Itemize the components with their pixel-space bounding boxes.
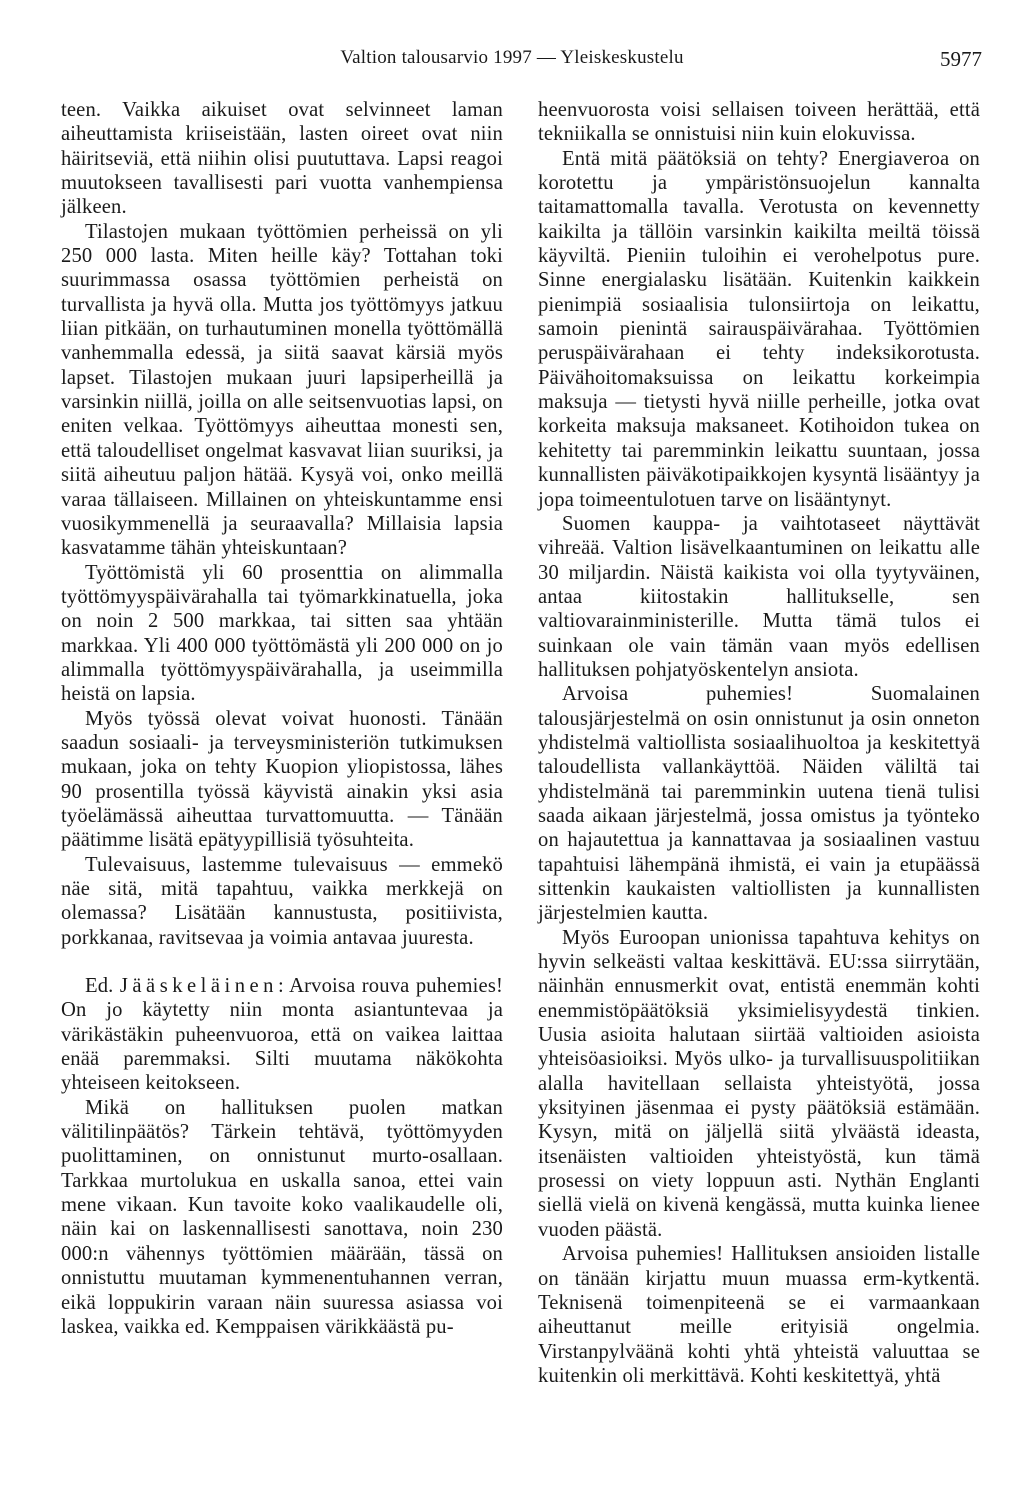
speaker-text: : Arvoisa rouva puhemies! On jo käytetty niin monta asiantuntevaa ja värikästäkin puheenvuoroa, että on vaikea laittaa enää paremmaksi. Silti muutama näkökohta yhteiseen keitokseen. — [61, 975, 503, 1095]
running-title: Valtion talousarvio 1997 — Yleiskeskustelu — [340, 47, 684, 68]
right-column — [538, 98, 980, 1388]
paragraph: Tilastojen mukaan työttömien perheissä on yli 250 000 lasta. Miten heille käy? Tottahan toki suurimmassa osassa työttömien perheistä on turvallista ja hyvä olla. Mutta jos työttömyys jatkuu liian pitkään, on turhautuminen monella työttömällä vanhemmalla edessä, ja siitä saavat kärsiä myös lapset. Tilastojen mukaan juuri lapsiperheillä ja varsinkin niillä, joilla on alle seitsenvuotias lapsi, on eniten velkaa. Työttömyys aiheuttaa monesti sen, että taloudelliset ongelmat kasvavat liian suuriksi, ja siitä aiheutuu paljon hätää. Kysyä voi, onko meillä varaa tällaiseen. Millainen on yhteiskuntamme ensi vuosikymmenellä ja seuraavalla? Millaisia lapsia kasvatamme tähän yhteiskuntaan? — [61, 220, 503, 560]
paragraph: Entä mitä päätöksiä on tehty? Energiaveroa on korotettu ja ympäristönsuojelun kannalta taitamattomalla tavalla. Verotusta on kevennetty kaikilta ja tällöin varsinkin kaikilta meiltä töissä käyviltä. Pieniin tuloihin ei verohelpotus pure. Sinne energialasku lisätään. Kuitenkin kaikkein pienimpiä sosiaalisia tulonsiirtoja on leikattu, samoin pienintä sairauspäivärahaa. Työttömien peruspäivärahaan ei tehty indeksikorotusta. Päivähoitomaksuissa on leikattu korkeimpia maksuja — tietysti hyvä niille perheille, jotka ovat korkeita maksuja maksaneet. Kotihoidon tukea on kehitetty tai paremminkin leikattu suuntaan, jossa kunnallisten päiväkotipaikkojen kysyntä lisääntyy ja jopa toimeentulotuen tarve on lisääntynyt. — [538, 147, 980, 511]
paragraph: Suomen kauppa- ja vaihtotaseet näyttävät vihreää. Valtion lisävelkaantuminen on leikattu alle 30 miljardin. Näistä kaikista voi olla tyytyväinen, antaa kiitostakin hallitukselle, sen valtiovarainministerille. Mutta tämä tulos ei suinkaan ole vain tämän vaan myös edellisen hallituksen pohjatyöskentelyn ansiota. — [538, 512, 980, 681]
paragraph: Tulevaisuus, lastemme tulevaisuus — emmekö näe sitä, mitä tapahtuu, vaikka merkkejä on olemassa? Lisätään kannustusta, positiivista, porkkanaa, ravitsevaa ja voimia antavaa juuresta. — [61, 853, 503, 949]
speaker-prefix: Ed. — [85, 975, 114, 998]
paragraph: Mikä on hallituksen puolen matkan välitilinpäätös? Tärkein tehtävä, työttömyyden puolittaminen, on onnistunut murto-osallaan. Tarkkaa murtolukua en uskalla sanoa, ettei vain mene vikaan. Kun tavoite koko vaalikaudelle oli, näin kai on laskennallisesti sanottava, noin 230 000:n vähennys työttömien määrään, tässä on onnistuttu muutaman kymmenentuhannen verran, eikä loppukirin varaan näin suuressa asiassa voi laskea, vaikka ed. Kemppaisen värikkäästä pu- — [61, 1096, 503, 1338]
speaker-paragraph — [61, 974, 503, 1096]
paragraph: Myös työssä olevat voivat huonosti. Tänään saadun sosiaali- ja terveysministeriön tutkimuksen mukaan, joka on tehty Kuopion yliopistossa, lähes 90 prosentilla työssä käyvistä ainakin yksi asia työelämässä aiheuttaa turvattomuutta. — Tänään päätimme lisätä epätyypillisiä työsuhteita. — [61, 707, 503, 852]
paragraph: teen. Vaikka aikuiset ovat selvinneet laman aiheuttamista kriiseistään, lasten oireet ovat niin häiritseviä, että niihin olisi puututtava. Lapsi reagoi muutokseen tavallisesti pari vuotta vanhempiensa jälkeen. — [61, 99, 503, 219]
paragraph: Myös Euroopan unionissa tapahtuva kehitys on hyvin selkeästi valtaa keskittävä. EU:ssa siirrytään, näinhän ennusmerkit ovat, entistä enemmän kohti enemmistöpäätöksiä yksimielisyydestä tinkien. Uusia asioita halutaan siirtää valtioiden asioista yhteisöasioiksi. Myös ulko- ja turvallisuuspolitiikan alalla havitellaan sellaista yhteistyötä, jossa yksityinen jäsenmaa ei pysty päätöksiä estämään. Kysyn, mitä on jäljellä siitä ylväästä ideasta, itsenäisten valtioiden yhteistyöstä, kun tämä prosessi on viety loppuun asti. Nythän Englanti siellä vielä on kivenä kengässä, mutta kuinka lienee vuoden päästä. — [538, 926, 980, 1241]
paragraph: Työttömistä yli 60 prosenttia on alimmalla työttömyyspäivärahalla tai työmarkkinatuella, joka on noin 2 500 markkaa, tai sitten saa yhtään markkaa. Yli 400 000 työttömästä yli 200 000 on jo alimmalla työttömyyspäivärahalla, ja useimmilla heistä on lapsia. — [61, 561, 503, 706]
page-number: 5977 — [940, 47, 982, 71]
left-column — [61, 98, 503, 1339]
paragraph-gap — [61, 950, 503, 974]
speaker-name: Jääskeläinen — [119, 975, 278, 998]
paragraph: heenvuorosta voisi sellaisen toiveen herättää, että tekniikalla se onnistuisi niin kuin elokuvissa. — [538, 99, 980, 146]
paragraph: Arvoisa puhemies! Hallituksen ansioiden listalle on tänään kirjattu muun muassa erm-kytkentä. Teknisenä toimenpiteenä se ei varmaankaan aiheuttanut meille erityisiä ongelmia. Virstanpylväänä kohti yhtä yhteistä valuuttaa se kuitenkin oli merkittävä. Kohti keskitettyä, yhtä — [538, 1243, 980, 1387]
page-header — [0, 44, 1024, 74]
paragraph: Arvoisa puhemies! Suomalainen talousjärjestelmä on osin onnistunut ja osin onneton yhdistelmä valtiollista sosiaalihuoltoa ja keskitettyä taloudellista vallankäyttöä. Näiden väliltä tai yhdistelmänä tai paremminkin uutena tienä tulisi saada aikaan järjestelmä, jossa omistus ja työnteko on hajautettua ja kannattavaa ja sosiaalinen vastuu tapahtuisi lähempänä ihmistä, ei vain ja etupäässä sittenkin kaukaisten valtiollisten ja kunnallisten järjestelmien kautta. — [538, 683, 980, 925]
